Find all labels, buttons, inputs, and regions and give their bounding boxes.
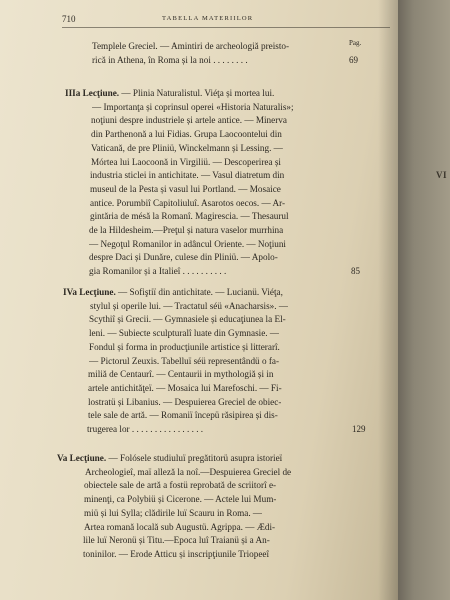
lesson-summary-text: — Importanţa și coprinsul operei «Historia Naturalis»;	[92, 101, 294, 112]
lesson-summary-text: toninilor. — Erode Atticu și inscripţiunile Triopeeî	[83, 548, 270, 559]
lesson-summary-text: miliă de Centaurî. — Centaurii in mythologiă și in	[88, 369, 274, 380]
lesson-summary-text: artele antichităţeï. — Mosaica lui Marefoschi. — Fi-	[88, 382, 282, 393]
lesson-summary-text: noţiuni despre industriele și artele antice. — Minerva	[91, 115, 287, 126]
lesson-summary-text: miü și lui Sylla; clădirile luï Scauru in Roma. —	[84, 507, 263, 518]
lesson-summary-text: industria sticlei in antichitate. — Vasul diatretum din	[90, 170, 285, 181]
page-reference: 69	[349, 54, 358, 65]
page-number: 710	[62, 14, 76, 24]
lesson-summary-text: antice. Porumbiî Capitoliuluî. Asarotos oecos. — Ar-	[90, 197, 286, 208]
lesson-summary-text: din Parthenonă a lui Fidias. Grupa Laocoontelui din	[91, 129, 282, 140]
lesson-summary-text: obiectele sale de artă a fostü reprobată de scriitorî e-	[84, 480, 277, 491]
lesson-summary-text: Mórtea lui Laocoonă in Virgiliü. — Descoperirea și	[91, 156, 281, 167]
lesson-summary-text: — Plinia Naturalistul. Viéţa și mortea lui.	[119, 88, 275, 98]
lesson-summary-text: minenţi, ca Polybiü și Cicerone. — Actele lui Mum-	[84, 494, 277, 505]
lesson-summary-text: Fondul și forma in producţiunile artistice și litterarî.	[89, 341, 280, 352]
lesson-summary-text: de la Hildesheim.—Preţul și natura vaselor murrhina	[89, 225, 284, 235]
lesson-summary-text: tele sale de artă. — Romaniï începü răsipirea și dis-	[88, 410, 278, 421]
lesson-summary-text: lostratü și Libanius. — Despuierea Greciel de obiec-	[88, 396, 282, 407]
page-reference: Pag.	[349, 39, 362, 47]
lesson-summary-text: despre Daci și Dunăre, culese din Pliniü. — Apolo-	[89, 252, 278, 263]
lesson-summary-text: Vaticană, de pre Pliniü, Winckelmann și Lessing. —	[91, 142, 283, 153]
lesson-summary-text: Scythiî și Grecii. — Gymnasiele și educaţiunea la El-	[89, 314, 286, 325]
lesson-summary-text: museul de la Pesta și vasul lui Portland. — Mosaice	[90, 183, 281, 194]
lesson-label: IVa Lecţiune.	[63, 287, 116, 297]
lesson-summary-text: trugerea lor . . . . . . . . . . . . . . . .	[87, 424, 204, 434]
lesson-summary-text: — Folósele studiuluï pregătitorü asupra istorieï	[106, 453, 283, 463]
lesson-summary-text: stylul și operile lui. — Tractatul séü «Anacharsis». —	[90, 300, 289, 311]
lesson-label: Va Lecţiune.	[57, 453, 107, 463]
lesson-summary-text: — Sofiştiï din antichitate. — Lucianü. Viéţa,	[115, 287, 283, 297]
lesson-heading-line	[57, 452, 282, 465]
lesson-heading-line	[63, 286, 283, 299]
lesson-summary-text: gia Romanilor și a Italieî . . . . . . . . . .	[89, 266, 227, 277]
page-reference: 129	[352, 424, 366, 434]
lesson-summary-text: Artea romană locală sub Augustü. Agrippa. — Ædi-	[84, 521, 276, 532]
lesson-label: IIIa Lecţiune.	[65, 88, 120, 98]
page-reference: 85	[351, 266, 360, 277]
lesson-summary-text: gintăria de mésă la Romanî. Magirescia. — Thesaurul	[90, 211, 289, 222]
facing-page-text-fragment: VI	[436, 170, 448, 180]
lesson-summary-text: — Pictorul Zeuxis. Tabelluï séü representândü o fa-	[89, 355, 280, 366]
lesson-summary-text: — Negoţul Romanilor in adâncul Oriente. — Noţiuni	[89, 238, 286, 249]
lesson-summary-text: rică in Athena, în Roma și la noi . . . . . . . .	[92, 54, 248, 65]
running-title: TABELLA MATERIILOR	[162, 15, 254, 22]
lesson-heading-line	[65, 87, 274, 100]
lesson-summary-text: leni. — Subiecte sculpturalî luate din Gymnasie. —	[89, 328, 280, 339]
lesson-summary-text: Archeologieî, maï alleză la noî.—Despuierea Greciel de	[85, 466, 292, 477]
lesson-summary-text: lile luï Neronü și Titu.—Epoca luî Traianü și a An-	[83, 535, 270, 546]
lesson-summary-text: Templele Greciel. — Amintiri de archeologiă preisto-	[92, 41, 290, 51]
